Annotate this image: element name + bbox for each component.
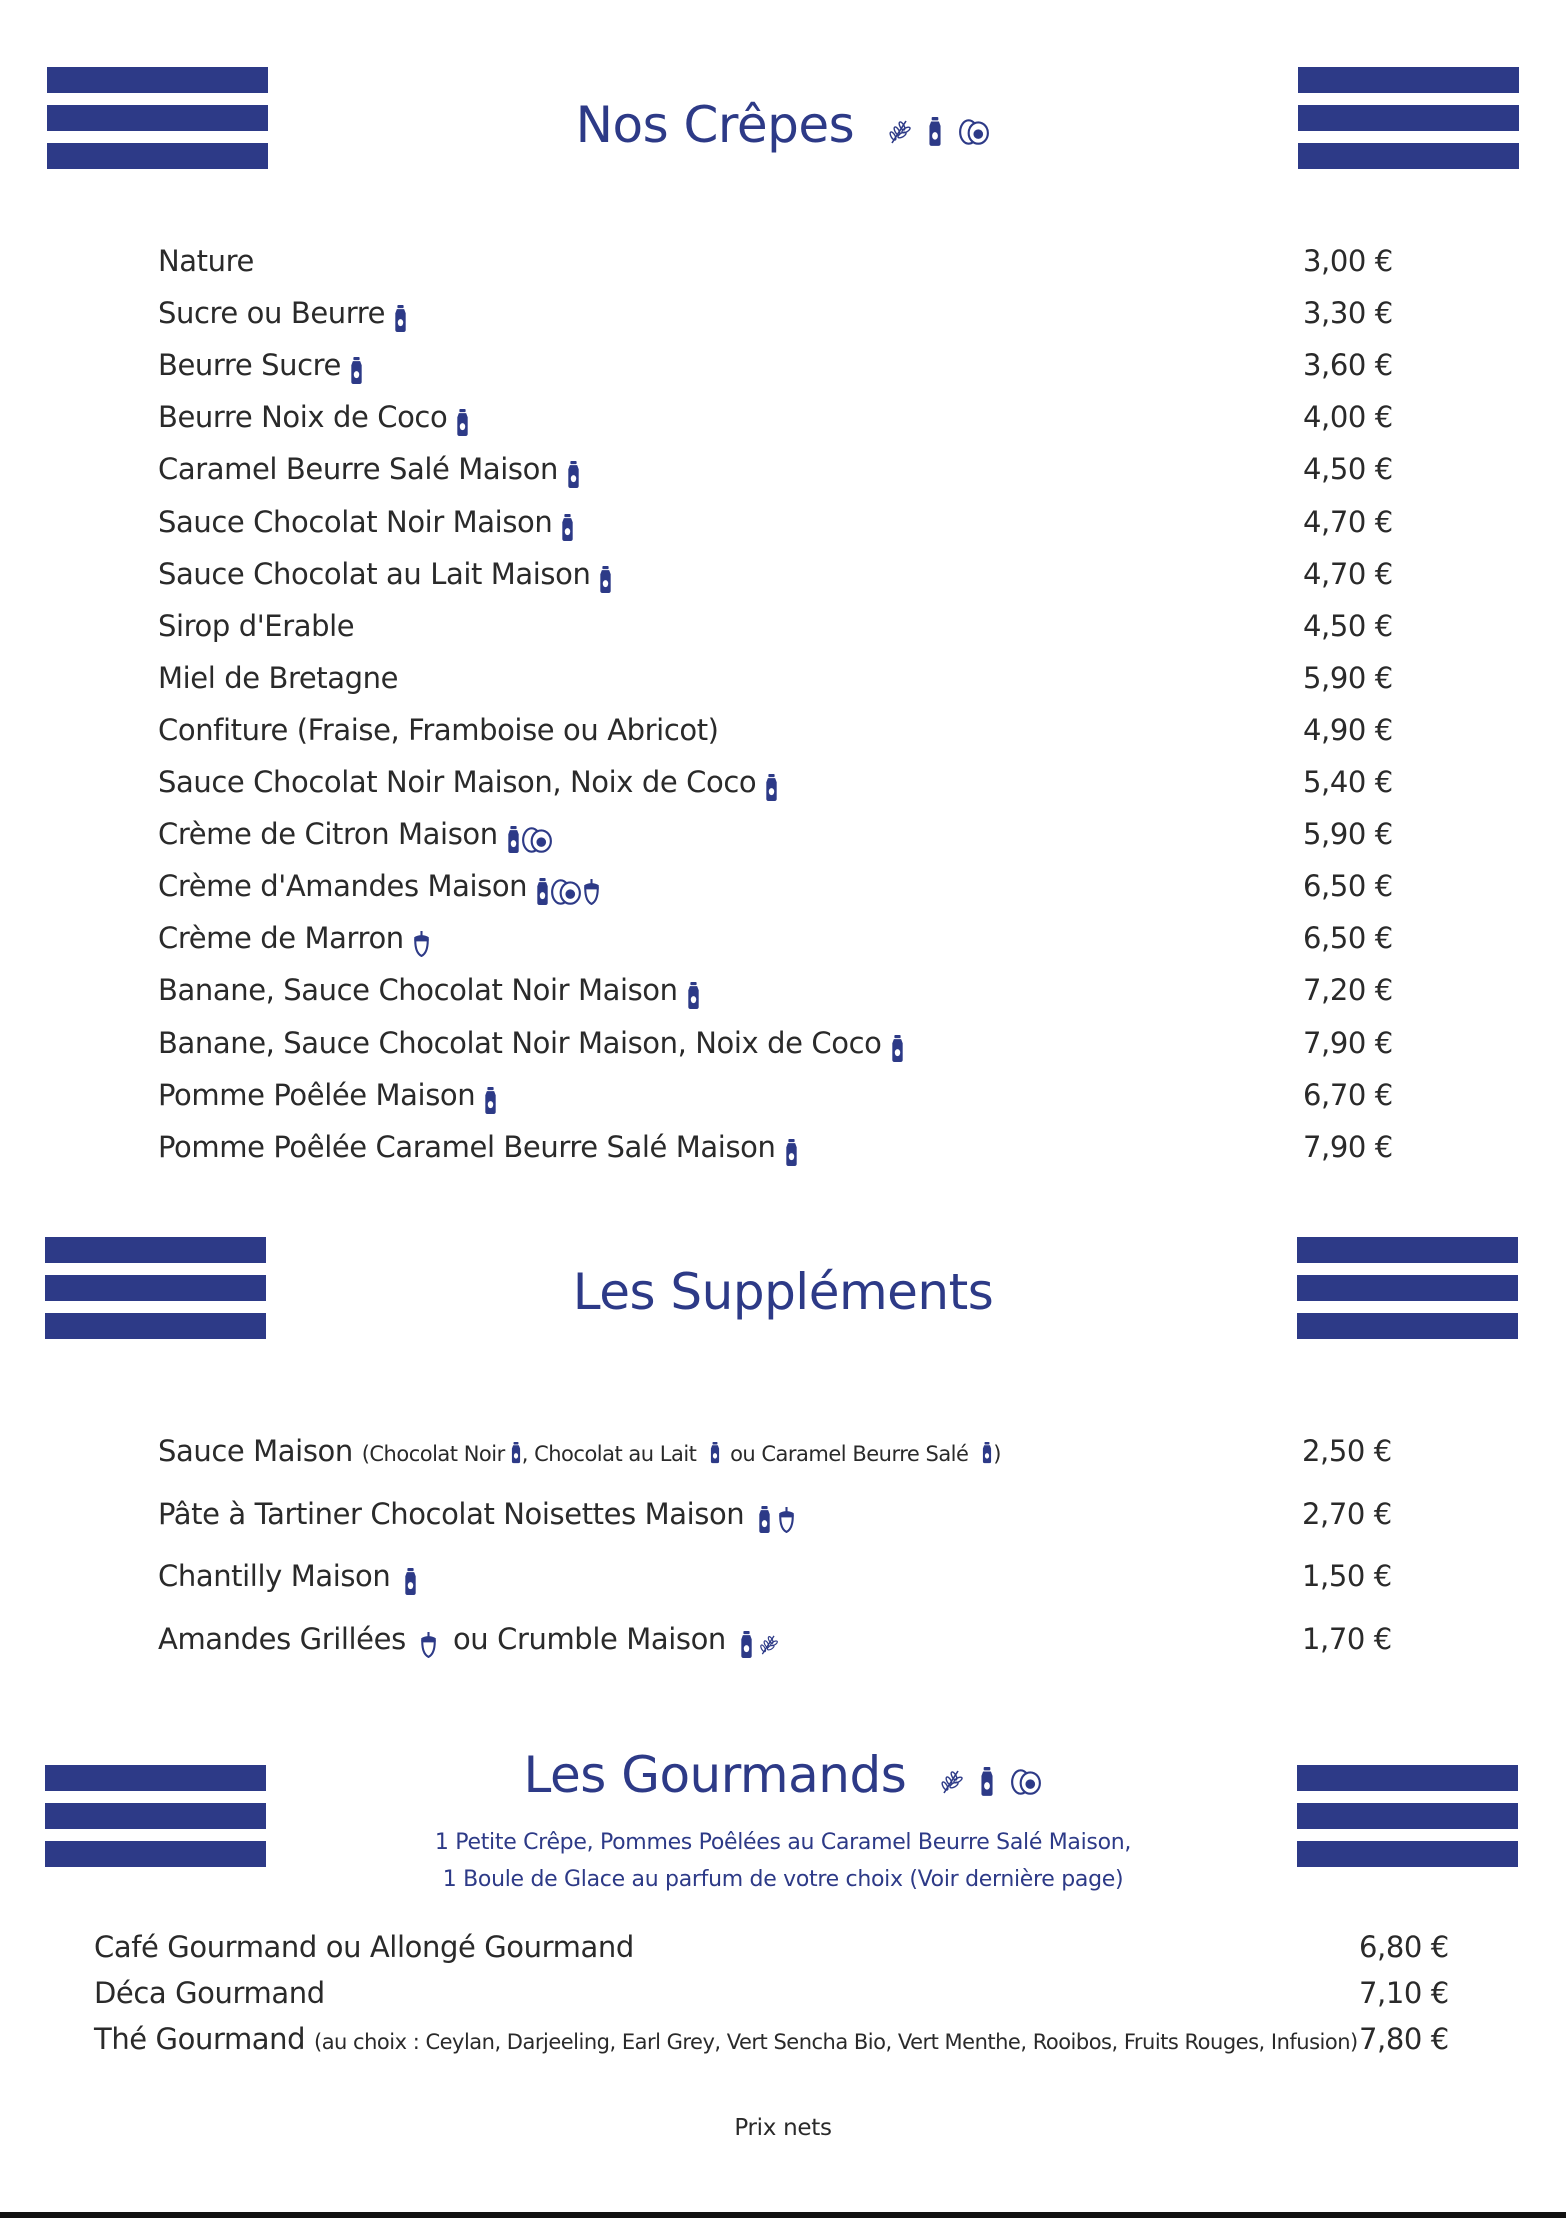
supplements-title-text: Les Suppléments xyxy=(572,1263,994,1321)
bottom-border xyxy=(0,2212,1566,2218)
crepe-price: 6,50 € xyxy=(1303,921,1393,955)
crepe-name: Crème de Marron xyxy=(158,921,404,955)
milk-bottle-icon xyxy=(598,566,613,594)
crepe-price: 5,40 € xyxy=(1303,765,1393,799)
crepe-name: Caramel Beurre Salé Maison xyxy=(158,452,558,486)
milk-bottle-icon xyxy=(927,117,943,147)
gourmand-row xyxy=(94,2022,1358,2056)
supplement-name: Chantilly Maison xyxy=(158,1559,391,1593)
crepe-price: 4,50 € xyxy=(1303,609,1393,643)
gourmands-title-text: Les Gourmands xyxy=(523,1746,907,1804)
milk-bottle-icon xyxy=(566,461,581,489)
supplement-row xyxy=(158,1434,1001,1468)
milk-bottle-icon xyxy=(349,357,364,385)
crepe-price: 5,90 € xyxy=(1303,817,1393,851)
egg-icon xyxy=(1010,1768,1042,1796)
crepe-row xyxy=(158,661,398,695)
crepe-icons xyxy=(349,357,364,385)
crepe-price: 3,00 € xyxy=(1303,244,1393,278)
crepe-price: 7,20 € xyxy=(1303,973,1393,1007)
milk-bottle-icon xyxy=(506,826,521,854)
supplement-detail-mid2: ou Caramel Beurre Salé xyxy=(730,1442,969,1466)
crepe-name: Miel de Bretagne xyxy=(158,661,399,695)
crepe-name: Beurre Sucre xyxy=(158,348,341,382)
crepe-price: 6,50 € xyxy=(1303,869,1393,903)
crepe-name: Sauce Chocolat Noir Maison, Noix de Coco xyxy=(158,765,757,799)
crepe-icons xyxy=(764,774,779,802)
gourmands-title xyxy=(0,1746,1566,1808)
milk-bottle-icon xyxy=(483,1087,498,1115)
milk-bottle-icon xyxy=(739,1631,754,1659)
crepe-price: 7,90 € xyxy=(1303,1026,1393,1060)
wheat-icon xyxy=(888,117,912,147)
nut-icon xyxy=(582,879,601,905)
crepe-name: Sauce Chocolat Noir Maison xyxy=(158,505,553,539)
milk-bottle-icon xyxy=(686,982,701,1010)
gourmand-row xyxy=(94,1930,634,1964)
gourmand-name: Café Gourmand ou Allongé Gourmand xyxy=(94,1930,634,1964)
gourmand-row xyxy=(94,1976,325,2010)
supplement-icons xyxy=(739,1631,779,1659)
supplement-name: Sauce Maison xyxy=(158,1434,353,1468)
milk-bottle-icon xyxy=(455,409,470,437)
supplement-price: 1,70 € xyxy=(1302,1622,1392,1656)
milk-bottle-icon xyxy=(535,878,550,906)
crepe-icons xyxy=(598,566,613,594)
crepe-name: Pomme Poêlée Caramel Beurre Salé Maison xyxy=(158,1130,776,1164)
crepe-row xyxy=(158,296,408,333)
crepe-icons xyxy=(506,826,553,854)
milk-bottle-icon xyxy=(764,774,779,802)
gourmand-name: Thé Gourmand xyxy=(94,2022,306,2056)
crepe-row xyxy=(158,817,553,854)
nut-icon xyxy=(777,1507,796,1533)
crepes-title-text: Nos Crêpes xyxy=(575,96,855,154)
supplement-row xyxy=(158,1622,779,1659)
nut-icon xyxy=(419,1632,438,1658)
crepe-name: Crème de Citron Maison xyxy=(158,817,498,851)
egg-icon xyxy=(521,826,553,854)
crepe-price: 4,00 € xyxy=(1303,400,1393,434)
crepe-price: 7,90 € xyxy=(1303,1130,1393,1164)
crepe-name: Beurre Noix de Coco xyxy=(158,400,448,434)
crepe-icons xyxy=(566,461,581,489)
crepe-icons xyxy=(535,878,601,906)
gourmand-price: 7,10 € xyxy=(1359,1976,1449,2010)
crepe-row xyxy=(158,1026,905,1063)
crepe-name: Sucre ou Beurre xyxy=(158,296,386,330)
crepes-title xyxy=(0,96,1566,158)
supplement-row xyxy=(158,1497,796,1534)
crepe-name: Banane, Sauce Chocolat Noir Maison xyxy=(158,973,678,1007)
crepe-row xyxy=(158,557,613,594)
gourmands-subtitle-line1: 1 Petite Crêpe, Pommes Poêlées au Caramel Beurre Salé Maison, xyxy=(434,1830,1132,1855)
crepe-name: Pomme Poêlée Maison xyxy=(158,1078,476,1112)
supplement-name: Pâte à Tartiner Chocolat Noisettes Maison xyxy=(158,1497,745,1531)
crepe-price: 4,70 € xyxy=(1303,557,1393,591)
milk-bottle-icon xyxy=(757,1506,772,1534)
supplement-detail-mid1: , Chocolat au Lait xyxy=(521,1442,697,1466)
supplement-name: Amandes Grillées xyxy=(158,1622,406,1656)
crepe-row xyxy=(158,348,364,385)
gourmand-name: Déca Gourmand xyxy=(94,1976,325,2010)
crepe-icons xyxy=(393,305,408,333)
crepe-icons xyxy=(412,931,431,957)
crepe-icons xyxy=(784,1139,799,1167)
crepe-name: Sauce Chocolat au Lait Maison xyxy=(158,557,591,591)
supplement-icons xyxy=(757,1506,796,1534)
supplement-detail-close: ) xyxy=(993,1442,1001,1466)
crepe-row xyxy=(158,869,601,906)
milk-bottle-icon xyxy=(784,1139,799,1167)
gourmands-subtitle-line2: 1 Boule de Glace au parfum de votre choix (Voir dernière page) xyxy=(442,1867,1124,1892)
crepe-name: Banane, Sauce Chocolat Noir Maison, Noix de Coco xyxy=(158,1026,882,1060)
crepe-row xyxy=(158,1130,799,1167)
supplement-price: 1,50 € xyxy=(1302,1559,1392,1593)
milk-bottle-icon xyxy=(890,1035,905,1063)
crepe-price: 6,70 € xyxy=(1303,1078,1393,1112)
gourmand-price: 6,80 € xyxy=(1359,1930,1449,1964)
crepe-name: Confiture (Fraise, Framboise ou Abricot) xyxy=(158,713,719,747)
crepe-row xyxy=(158,765,779,802)
crepe-row xyxy=(158,505,575,542)
supplement-icons xyxy=(419,1632,438,1658)
milk-bottle-icon xyxy=(560,514,575,542)
gourmand-price: 7,80 € xyxy=(1359,2022,1449,2056)
crepe-name: Nature xyxy=(158,244,254,278)
supplements-title xyxy=(0,1263,1566,1321)
crepe-row xyxy=(158,244,254,278)
crepes-title-icons xyxy=(888,100,991,158)
supplement-icons xyxy=(403,1568,418,1596)
egg-icon xyxy=(958,118,990,146)
crepe-price: 3,30 € xyxy=(1303,296,1393,330)
egg-icon xyxy=(550,878,582,906)
crepe-icons xyxy=(686,982,701,1010)
crepe-row xyxy=(158,921,431,957)
crepe-name: Sirop d'Erable xyxy=(158,609,355,643)
crepe-row xyxy=(158,609,354,643)
footer-note: Prix nets xyxy=(734,2115,832,2141)
crepe-price: 3,60 € xyxy=(1303,348,1393,382)
supplement-name-after: ou Crumble Maison xyxy=(452,1622,726,1656)
crepe-price: 4,50 € xyxy=(1303,452,1393,486)
crepe-price: 4,90 € xyxy=(1303,713,1393,747)
crepe-row xyxy=(158,400,470,437)
crepe-price: 5,90 € xyxy=(1303,661,1393,695)
crepe-name: Crème d'Amandes Maison xyxy=(158,869,528,903)
wheat-icon xyxy=(940,1767,964,1797)
milk-bottle-icon xyxy=(510,1442,522,1464)
crepe-icons xyxy=(455,409,470,437)
crepe-icons xyxy=(890,1035,905,1063)
crepe-row xyxy=(158,1078,498,1115)
crepe-icons xyxy=(483,1087,498,1115)
crepe-row xyxy=(158,713,719,747)
crepe-price: 4,70 € xyxy=(1303,505,1393,539)
milk-bottle-icon xyxy=(709,1442,721,1464)
supplement-price: 2,50 € xyxy=(1302,1434,1392,1468)
supplement-price: 2,70 € xyxy=(1302,1497,1392,1531)
milk-bottle-icon xyxy=(403,1568,418,1596)
milk-bottle-icon xyxy=(393,305,408,333)
milk-bottle-icon xyxy=(979,1767,995,1797)
gourmand-detail: (au choix : Ceylan, Darjeeling, Earl Grey, Vert Sencha Bio, Vert Menthe, Rooibos, Fruits Rouges, Infusion) xyxy=(314,2030,1358,2054)
nut-icon xyxy=(412,931,431,957)
crepe-row xyxy=(158,973,701,1010)
gourmands-title-icons xyxy=(940,1750,1043,1808)
supplement-detail-open: (Chocolat Noir xyxy=(361,1442,505,1466)
gourmands-subtitle xyxy=(0,1824,1566,1898)
wheat-icon xyxy=(759,1632,779,1658)
supplement-row xyxy=(158,1559,418,1596)
crepe-row xyxy=(158,452,581,489)
milk-bottle-icon xyxy=(981,1442,993,1464)
crepe-icons xyxy=(560,514,575,542)
